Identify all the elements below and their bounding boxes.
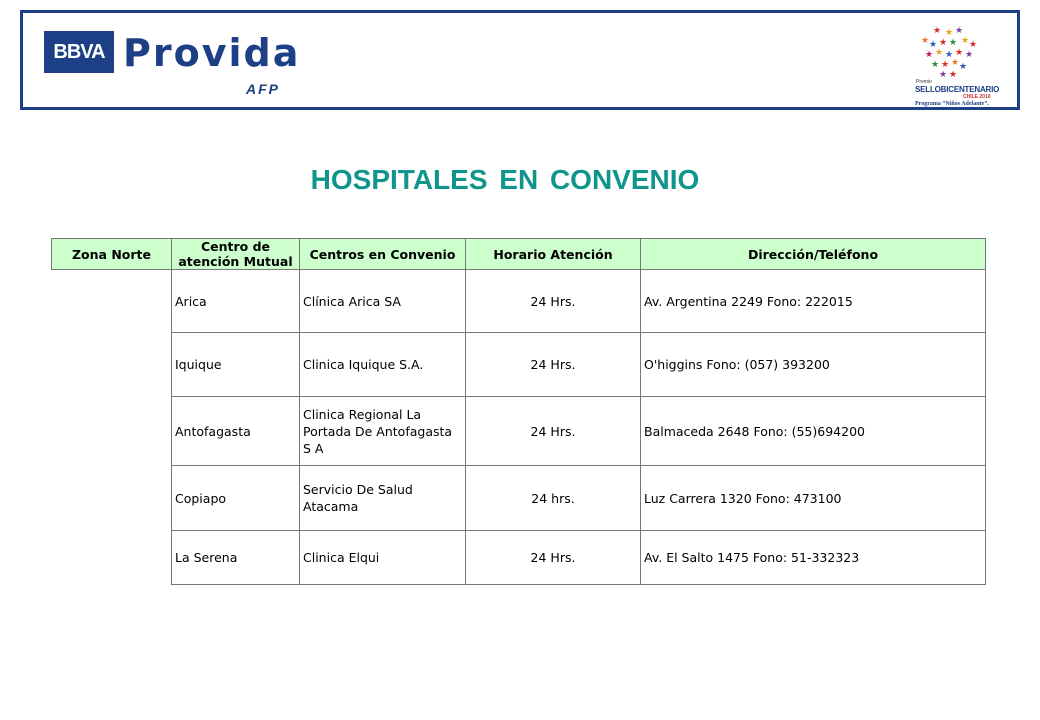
svg-text:★: ★ (964, 50, 974, 60)
header-centros-convenio: Centros en Convenio (300, 239, 466, 270)
svg-text:★: ★ (948, 70, 958, 80)
header-centro-mutual: Centro de atención Mutual (172, 239, 300, 270)
cell-direccion: Av. Argentina 2249 Fono: 222015 (641, 270, 986, 333)
cell-centro: Copiapo (172, 466, 300, 531)
table-row (52, 531, 986, 585)
cell-convenio: Servicio De Salud Atacama (300, 466, 466, 531)
svg-text:★: ★ (958, 62, 968, 72)
seal-name: SELLOBICENTENARIO (915, 85, 1000, 94)
table-header-row (52, 239, 986, 270)
cell-convenio: Clínica Arica SA (300, 270, 466, 333)
header-horario: Horario Atención (466, 239, 641, 270)
cell-direccion: O'higgins Fono: (057) 393200 (641, 333, 986, 397)
svg-text:★: ★ (940, 60, 950, 70)
page-title: HOSPITALES EN CONVENIO (310, 164, 700, 195)
cell-horario: 24 Hrs. (466, 270, 641, 333)
svg-text:★: ★ (950, 58, 960, 68)
seal-program: Programa “Niños Adelante”. (915, 101, 989, 107)
provida-logo: Provida (123, 31, 301, 75)
cell-centro: La Serena (172, 531, 300, 585)
bbva-logo: BBVA (44, 31, 114, 73)
svg-text:★: ★ (924, 50, 934, 60)
svg-text:★: ★ (928, 40, 938, 50)
table-row (52, 466, 986, 531)
bicentenario-seal (903, 23, 1013, 107)
hospitals-table (51, 238, 986, 585)
stars-icon (903, 23, 1013, 83)
header-banner (20, 10, 1020, 110)
seal-premio: Premio (916, 79, 932, 85)
cell-direccion: Av. El Salto 1475 Fono: 51-332323 (641, 531, 986, 585)
svg-text:★: ★ (938, 38, 948, 48)
table-row (52, 270, 986, 333)
svg-text:★: ★ (932, 26, 942, 36)
svg-text:★: ★ (954, 48, 964, 58)
svg-text:★: ★ (960, 36, 970, 46)
afp-logo: AFP (246, 81, 280, 97)
cell-centro: Antofagasta (172, 397, 300, 466)
svg-text:★: ★ (944, 50, 954, 60)
header-direccion: Dirección/Teléfono (641, 239, 986, 270)
cell-centro: Arica (172, 270, 300, 333)
header-zona: Zona Norte (52, 239, 172, 270)
table-row (52, 333, 986, 397)
cell-horario: 24 Hrs. (466, 531, 641, 585)
table-row (52, 397, 986, 466)
svg-text:★: ★ (934, 48, 944, 58)
cell-convenio: Clinica Regional La Portada De Antofagasta S A (300, 397, 466, 466)
cell-convenio: Clinica Elqui (300, 531, 466, 585)
svg-text:★: ★ (968, 40, 978, 50)
svg-text:★: ★ (920, 36, 930, 46)
svg-text:★: ★ (948, 38, 958, 48)
svg-text:★: ★ (930, 60, 940, 70)
cell-direccion: Balmaceda 2648 Fono: (55)694200 (641, 397, 986, 466)
svg-text:★: ★ (944, 28, 954, 38)
svg-text:★: ★ (954, 26, 964, 36)
cell-horario: 24 hrs. (466, 466, 641, 531)
cell-horario: 24 Hrs. (466, 333, 641, 397)
seal-sub: CHILE 2010 (963, 94, 991, 100)
cell-direccion: Luz Carrera 1320 Fono: 473100 (641, 466, 986, 531)
cell-centro: Iquique (172, 333, 300, 397)
svg-text:★: ★ (938, 70, 948, 80)
cell-convenio: Clinica Iquique S.A. (300, 333, 466, 397)
cell-horario: 24 Hrs. (466, 397, 641, 466)
